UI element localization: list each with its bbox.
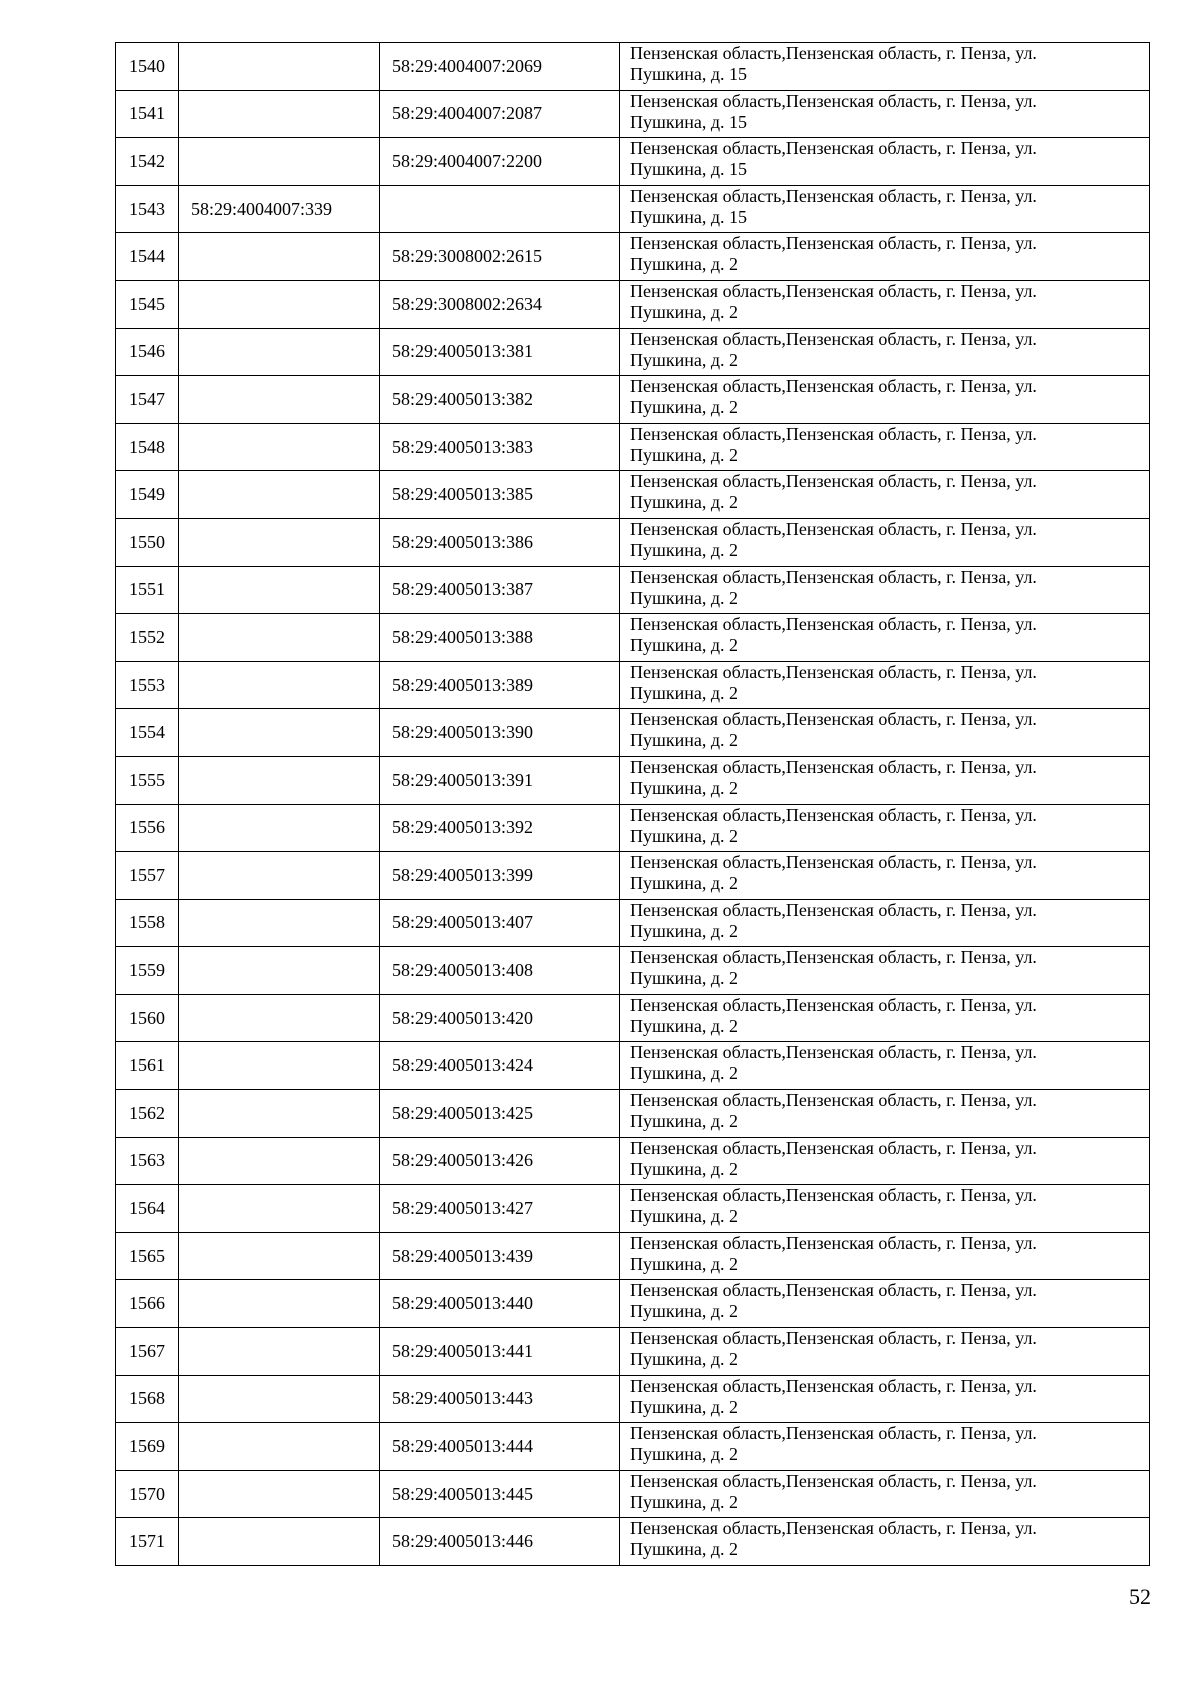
- address-line-1: Пензенская область,Пензенская область, г. Пенза, ул.: [630, 138, 1037, 159]
- row-number-cell: 1564: [116, 1185, 179, 1233]
- row-number-cell: 1554: [116, 709, 179, 757]
- table-row: [116, 376, 1150, 424]
- address-line-1: Пензенская область,Пензенская область, г. Пенза, ул.: [630, 661, 1037, 682]
- address-line-2: Пушкина, д. 2: [630, 920, 739, 941]
- address-line-1: Пензенская область,Пензенская область, г. Пенза, ул.: [630, 1470, 1037, 1491]
- address-line-1: Пензенская область,Пензенская область, г. Пенза, ул.: [630, 423, 1037, 444]
- registry-table-body: [116, 43, 1150, 1566]
- cadastral-number-cell: 58:29:4005013:440: [380, 1280, 620, 1328]
- cadastral-number-cell: 58:29:4005013:425: [380, 1090, 620, 1138]
- cadastral-number-cell: [179, 1137, 380, 1185]
- address-cell: [620, 899, 1150, 947]
- table-row: [116, 518, 1150, 566]
- cadastral-number-cell: [179, 899, 380, 947]
- address-line-2: Пушкина, д. 2: [630, 1539, 739, 1560]
- row-number-cell: 1570: [116, 1470, 179, 1518]
- row-number-cell: 1555: [116, 756, 179, 804]
- address-cell: [620, 614, 1150, 662]
- table-row: [116, 1232, 1150, 1280]
- row-number-cell: 1559: [116, 947, 179, 995]
- cadastral-number-cell: [179, 1042, 380, 1090]
- address-line-1: Пензенская область,Пензенская область, г. Пенза, ул.: [630, 328, 1037, 349]
- cadastral-number-cell: 58:29:4005013:420: [380, 994, 620, 1042]
- table-row: [116, 661, 1150, 709]
- cadastral-number-cell: 58:29:4005013:444: [380, 1423, 620, 1471]
- registry-table: [115, 42, 1150, 1566]
- row-number-cell: 1553: [116, 661, 179, 709]
- address-line-2: Пушкина, д. 2: [630, 1396, 739, 1417]
- table-row: [116, 423, 1150, 471]
- row-number-cell: 1549: [116, 471, 179, 519]
- address-cell: [620, 1232, 1150, 1280]
- cadastral-number-cell: [179, 566, 380, 614]
- address-cell: [620, 138, 1150, 186]
- address-line-1: Пензенская область,Пензенская область, г. Пенза, ул.: [630, 709, 1037, 730]
- table-row: [116, 852, 1150, 900]
- cadastral-number-cell: [179, 852, 380, 900]
- address-line-1: Пензенская область,Пензенская область, г. Пенза, ул.: [630, 1328, 1037, 1349]
- table-row: [116, 899, 1150, 947]
- cadastral-number-cell: [179, 1185, 380, 1233]
- row-number-cell: 1568: [116, 1375, 179, 1423]
- cadastral-number-cell: 58:29:4005013:408: [380, 947, 620, 995]
- cadastral-number-cell: 58:29:3008002:2615: [380, 233, 620, 281]
- address-line-2: Пушкина, д. 2: [630, 492, 739, 513]
- address-cell: [620, 376, 1150, 424]
- address-line-2: Пушкина, д. 2: [630, 1253, 739, 1274]
- row-number-cell: 1540: [116, 43, 179, 91]
- cadastral-number-cell: [179, 280, 380, 328]
- address-cell: [620, 518, 1150, 566]
- address-line-2: Пушкина, д. 2: [630, 301, 739, 322]
- address-line-2: Пушкина, д. 2: [630, 587, 739, 608]
- address-cell: [620, 1042, 1150, 1090]
- cadastral-number-cell: 58:29:4005013:387: [380, 566, 620, 614]
- cadastral-number-cell: [179, 1090, 380, 1138]
- address-line-2: Пушкина, д. 2: [630, 444, 739, 465]
- table-row: [116, 280, 1150, 328]
- address-line-1: Пензенская область,Пензенская область, г. Пенза, ул.: [630, 899, 1037, 920]
- address-line-2: Пушкина, д. 2: [630, 777, 739, 798]
- cadastral-number-cell: 58:29:4005013:446: [380, 1518, 620, 1566]
- address-cell: [620, 661, 1150, 709]
- table-row: [116, 1518, 1150, 1566]
- row-number-cell: 1561: [116, 1042, 179, 1090]
- address-cell: [620, 804, 1150, 852]
- cadastral-number-cell: 58:29:4004007:2069: [380, 43, 620, 91]
- cadastral-number-cell: [179, 661, 380, 709]
- address-cell: [620, 947, 1150, 995]
- table-row: [116, 1423, 1150, 1471]
- table-row: [116, 1042, 1150, 1090]
- cadastral-number-cell: 58:29:4005013:443: [380, 1375, 620, 1423]
- cadastral-number-cell: [179, 1280, 380, 1328]
- address-line-2: Пушкина, д. 2: [630, 1349, 739, 1370]
- address-line-2: Пушкина, д. 15: [630, 206, 748, 227]
- address-line-1: Пензенская область,Пензенская область, г. Пенза, ул.: [630, 233, 1037, 254]
- cadastral-number-cell: [179, 804, 380, 852]
- row-number-cell: 1566: [116, 1280, 179, 1328]
- table-row: [116, 43, 1150, 91]
- address-line-1: Пензенская область,Пензенская область, г. Пенза, ул.: [630, 1375, 1037, 1396]
- address-cell: [620, 1423, 1150, 1471]
- cadastral-number-cell: [179, 328, 380, 376]
- address-line-2: Пушкина, д. 2: [630, 1491, 739, 1512]
- table-row: [116, 709, 1150, 757]
- table-row: [116, 233, 1150, 281]
- cadastral-number-cell: 58:29:4005013:389: [380, 661, 620, 709]
- row-number-cell: 1541: [116, 90, 179, 138]
- row-number-cell: 1544: [116, 233, 179, 281]
- cadastral-number-cell: 58:29:4005013:381: [380, 328, 620, 376]
- cadastral-number-cell: [179, 43, 380, 91]
- cadastral-number-cell: [179, 1232, 380, 1280]
- cadastral-number-cell: 58:29:4005013:386: [380, 518, 620, 566]
- cadastral-number-cell: 58:29:4005013:439: [380, 1232, 620, 1280]
- address-line-1: Пензенская область,Пензенская область, г. Пенза, ул.: [630, 1518, 1037, 1539]
- cadastral-number-cell: 58:29:4005013:407: [380, 899, 620, 947]
- page-number: 52: [1129, 1584, 1151, 1609]
- address-line-1: Пензенская область,Пензенская область, г. Пенза, ул.: [630, 1042, 1037, 1063]
- row-number-cell: 1550: [116, 518, 179, 566]
- address-line-2: Пушкина, д. 2: [630, 825, 739, 846]
- address-line-2: Пушкина, д. 2: [630, 1015, 739, 1036]
- address-line-2: Пушкина, д. 15: [630, 159, 748, 180]
- address-line-1: Пензенская область,Пензенская область, г. Пенза, ул.: [630, 518, 1037, 539]
- table-row: [116, 185, 1150, 233]
- address-line-2: Пушкина, д. 2: [630, 968, 739, 989]
- row-number-cell: 1546: [116, 328, 179, 376]
- address-line-1: Пензенская область,Пензенская область, г. Пенза, ул.: [630, 1280, 1037, 1301]
- address-cell: [620, 852, 1150, 900]
- address-line-2: Пушкина, д. 2: [630, 1063, 739, 1084]
- cadastral-number-cell: 58:29:4005013:388: [380, 614, 620, 662]
- row-number-cell: 1552: [116, 614, 179, 662]
- address-line-1: Пензенская область,Пензенская область, г. Пенза, ул.: [630, 804, 1037, 825]
- cadastral-number-cell: [380, 185, 620, 233]
- address-line-2: Пушкина, д. 2: [630, 730, 739, 751]
- address-line-1: Пензенская область,Пензенская область, г. Пенза, ул.: [630, 756, 1037, 777]
- address-line-1: Пензенская область,Пензенская область, г. Пенза, ул.: [630, 1232, 1037, 1253]
- table-row: [116, 614, 1150, 662]
- address-cell: [620, 566, 1150, 614]
- table-row: [116, 1375, 1150, 1423]
- cadastral-number-cell: 58:29:4005013:427: [380, 1185, 620, 1233]
- cadastral-number-cell: [179, 1470, 380, 1518]
- row-number-cell: 1560: [116, 994, 179, 1042]
- cadastral-number-cell: 58:29:4005013:382: [380, 376, 620, 424]
- table-row: [116, 328, 1150, 376]
- table-row: [116, 1137, 1150, 1185]
- address-line-2: Пушкина, д. 2: [630, 682, 739, 703]
- cadastral-number-cell: [179, 233, 380, 281]
- table-row: [116, 756, 1150, 804]
- cadastral-number-cell: [179, 947, 380, 995]
- address-line-2: Пушкина, д. 2: [630, 1301, 739, 1322]
- row-number-cell: 1557: [116, 852, 179, 900]
- address-line-1: Пензенская область,Пензенская область, г. Пенза, ул.: [630, 947, 1037, 968]
- cadastral-number-cell: 58:29:4005013:383: [380, 423, 620, 471]
- row-number-cell: 1569: [116, 1423, 179, 1471]
- cadastral-number-cell: [179, 423, 380, 471]
- address-cell: [620, 423, 1150, 471]
- address-line-2: Пушкина, д. 2: [630, 1158, 739, 1179]
- table-row: [116, 90, 1150, 138]
- address-line-1: Пензенская область,Пензенская область, г. Пенза, ул.: [630, 185, 1037, 206]
- row-number-cell: 1545: [116, 280, 179, 328]
- address-line-1: Пензенская область,Пензенская область, г. Пенза, ул.: [630, 852, 1037, 873]
- cadastral-number-cell: [179, 90, 380, 138]
- cadastral-number-cell: [179, 138, 380, 186]
- cadastral-number-cell: [179, 1375, 380, 1423]
- row-number-cell: 1548: [116, 423, 179, 471]
- address-cell: [620, 43, 1150, 91]
- table-row: [116, 1280, 1150, 1328]
- table-row: [116, 138, 1150, 186]
- cadastral-number-cell: 58:29:4004007:2200: [380, 138, 620, 186]
- cadastral-number-cell: 58:29:3008002:2634: [380, 280, 620, 328]
- address-line-1: Пензенская область,Пензенская область, г. Пенза, ул.: [630, 994, 1037, 1015]
- row-number-cell: 1562: [116, 1090, 179, 1138]
- address-cell: [620, 1090, 1150, 1138]
- row-number-cell: 1563: [116, 1137, 179, 1185]
- cadastral-number-cell: [179, 518, 380, 566]
- table-row: [116, 1090, 1150, 1138]
- row-number-cell: 1565: [116, 1232, 179, 1280]
- address-cell: [620, 1328, 1150, 1376]
- address-line-2: Пушкина, д. 2: [630, 1206, 739, 1227]
- address-cell: [620, 1470, 1150, 1518]
- cadastral-number-cell: 58:29:4005013:441: [380, 1328, 620, 1376]
- address-line-1: Пензенская область,Пензенская область, г. Пенза, ул.: [630, 1137, 1037, 1158]
- cadastral-number-cell: [179, 614, 380, 662]
- address-line-2: Пушкина, д. 2: [630, 873, 739, 894]
- row-number-cell: 1556: [116, 804, 179, 852]
- address-cell: [620, 90, 1150, 138]
- table-row: [116, 804, 1150, 852]
- cadastral-number-cell: [179, 1328, 380, 1376]
- address-cell: [620, 994, 1150, 1042]
- address-cell: [620, 233, 1150, 281]
- address-line-2: Пушкина, д. 2: [630, 1111, 739, 1132]
- cadastral-number-cell: 58:29:4005013:385: [380, 471, 620, 519]
- address-line-1: Пензенская область,Пензенская область, г. Пенза, ул.: [630, 1185, 1037, 1206]
- cadastral-number-cell: 58:29:4005013:426: [380, 1137, 620, 1185]
- row-number-cell: 1542: [116, 138, 179, 186]
- cadastral-number-cell: 58:29:4005013:399: [380, 852, 620, 900]
- table-row: [116, 1328, 1150, 1376]
- address-cell: [620, 280, 1150, 328]
- cadastral-number-cell: 58:29:4005013:424: [380, 1042, 620, 1090]
- cadastral-number-cell: 58:29:4005013:392: [380, 804, 620, 852]
- address-line-1: Пензенская область,Пензенская область, г. Пенза, ул.: [630, 376, 1037, 397]
- address-cell: [620, 328, 1150, 376]
- address-cell: [620, 1185, 1150, 1233]
- address-line-1: Пензенская область,Пензенская область, г. Пенза, ул.: [630, 614, 1037, 635]
- row-number-cell: 1558: [116, 899, 179, 947]
- address-line-1: Пензенская область,Пензенская область, г. Пенза, ул.: [630, 43, 1037, 63]
- address-line-2: Пушкина, д. 2: [630, 539, 739, 560]
- address-line-1: Пензенская область,Пензенская область, г. Пенза, ул.: [630, 1423, 1037, 1444]
- address-cell: [620, 1375, 1150, 1423]
- cadastral-number-cell: 58:29:4004007:2087: [380, 90, 620, 138]
- address-cell: [620, 709, 1150, 757]
- cadastral-number-cell: [179, 1518, 380, 1566]
- address-line-2: Пушкина, д. 2: [630, 397, 739, 418]
- table-row: [116, 994, 1150, 1042]
- address-line-2: Пушкина, д. 15: [630, 111, 748, 132]
- address-cell: [620, 756, 1150, 804]
- address-line-2: Пушкина, д. 2: [630, 1444, 739, 1465]
- row-number-cell: 1543: [116, 185, 179, 233]
- cadastral-number-cell: 58:29:4005013:391: [380, 756, 620, 804]
- cadastral-number-cell: [179, 376, 380, 424]
- table-row: [116, 566, 1150, 614]
- row-number-cell: 1551: [116, 566, 179, 614]
- table-row: [116, 1185, 1150, 1233]
- address-cell: [620, 185, 1150, 233]
- address-line-2: Пушкина, д. 2: [630, 349, 739, 370]
- row-number-cell: 1567: [116, 1328, 179, 1376]
- table-row: [116, 471, 1150, 519]
- address-line-1: Пензенская область,Пензенская область, г. Пенза, ул.: [630, 1090, 1037, 1111]
- address-line-1: Пензенская область,Пензенская область, г. Пенза, ул.: [630, 471, 1037, 492]
- address-line-1: Пензенская область,Пензенская область, г. Пенза, ул.: [630, 280, 1037, 301]
- address-line-2: Пушкина, д. 15: [630, 64, 748, 84]
- address-cell: [620, 471, 1150, 519]
- address-line-2: Пушкина, д. 2: [630, 254, 739, 275]
- row-number-cell: 1547: [116, 376, 179, 424]
- cadastral-number-cell: [179, 1423, 380, 1471]
- cadastral-number-cell: [179, 756, 380, 804]
- cadastral-number-cell: [179, 709, 380, 757]
- table-row: [116, 947, 1150, 995]
- address-cell: [620, 1518, 1150, 1566]
- cadastral-number-cell: 58:29:4004007:339: [179, 185, 380, 233]
- address-line-2: Пушкина, д. 2: [630, 635, 739, 656]
- cadastral-number-cell: [179, 994, 380, 1042]
- address-line-1: Пензенская область,Пензенская область, г. Пенза, ул.: [630, 90, 1037, 111]
- cadastral-number-cell: [179, 471, 380, 519]
- row-number-cell: 1571: [116, 1518, 179, 1566]
- cadastral-number-cell: 58:29:4005013:390: [380, 709, 620, 757]
- address-line-1: Пензенская область,Пензенская область, г. Пенза, ул.: [630, 566, 1037, 587]
- table-row: [116, 1470, 1150, 1518]
- address-cell: [620, 1137, 1150, 1185]
- cadastral-number-cell: 58:29:4005013:445: [380, 1470, 620, 1518]
- address-cell: [620, 1280, 1150, 1328]
